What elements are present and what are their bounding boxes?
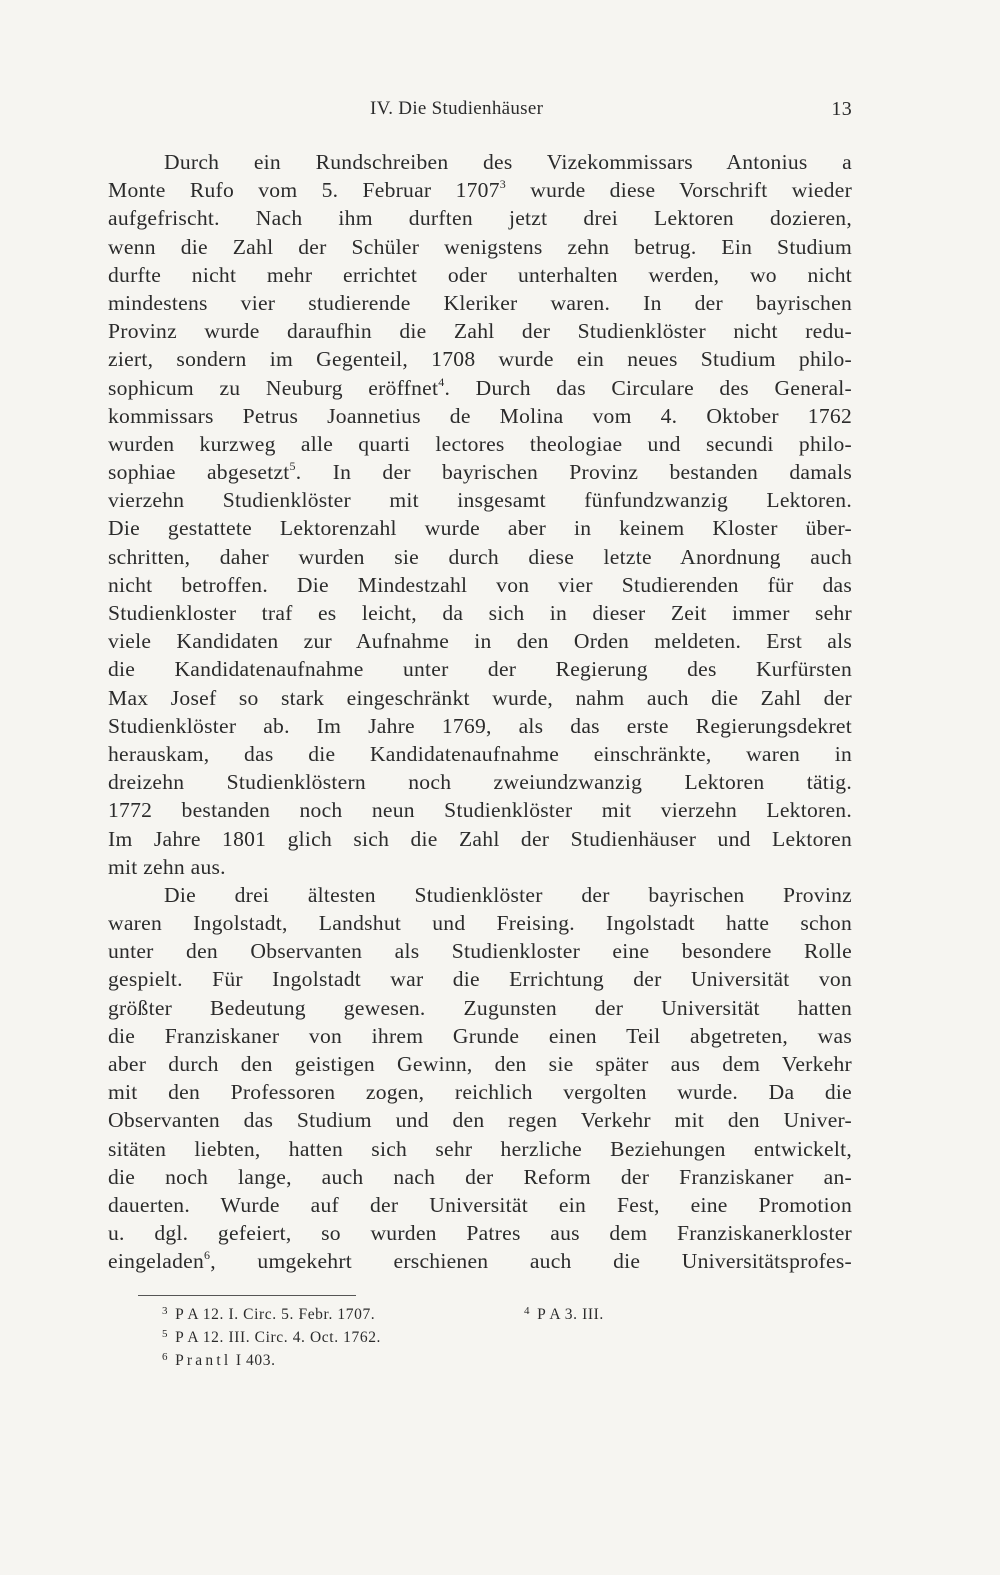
footnote-ref: 4 [438, 374, 445, 389]
footnote-ref: 5 [289, 459, 296, 474]
text-line: aber durch den geistigen Gewinn, den sie später aus dem Verkehr [108, 1052, 852, 1076]
body-text [108, 148, 852, 1276]
text-line: unter den Observanten als Studienkloster eine besondere Rolle [108, 939, 852, 964]
text-line: Max Josef so stark eingeschränkt wurde, nahm auch die Zahl der [108, 685, 852, 710]
text-line: mit zehn aus. [108, 854, 226, 879]
text-line: Die drei ältesten Studienklöster der bayrischen Provinz [164, 882, 852, 907]
text-line: Im Jahre 1801 glich sich die Zahl der Studienhäuser und Lektoren [108, 826, 852, 851]
text-line: die Kandidatenaufnahme unter der Regierung des Kurfürsten [108, 657, 852, 682]
text-line: die noch lange, auch nach der Reform der Franziskaner an- [108, 1164, 852, 1189]
text-line: mindestens vier studierende Kleriker waren. In der bayrischen [108, 290, 852, 315]
footnotes [162, 1300, 762, 1369]
footnote-3: $^3$ P A 12. I. Circ. 5. Febr. 1707. [162, 1305, 376, 1323]
text-line: Die gestattete Lektorenzahl wurde aber in keinem Kloster über- [108, 516, 852, 541]
text-line: waren Ingolstadt, Landshut und Freising. Ingolstadt hatte schon [108, 911, 852, 936]
text-line: größter Bedeutung gewesen. Zugunsten der Universität hatten [108, 995, 852, 1020]
footnote-row [162, 1323, 762, 1346]
text-line: vierzehn Studienklöster mit insgesamt fünfundzwanzig Lektoren. [108, 488, 852, 513]
text-line: schritten, daher wurden sie durch diese letzte Anordnung auch [108, 544, 852, 569]
text-line: viele Kandidaten zur Aufnahme in den Orden meldeten. Erst als [108, 629, 852, 654]
text-line: Provinz wurde daraufhin die Zahl der Studienklöster nicht redu- [108, 319, 852, 344]
text-line: u. dgl. gefeiert, so wurden Patres aus dem Franziskanerkloster [108, 1221, 852, 1246]
footnote-divider [138, 1295, 356, 1296]
text-line: Studienklöster ab. Im Jahre 1769, als das erste Regierungsdekret [108, 713, 852, 738]
text-line: 1772 bestanden noch neun Studienklöster mit vierzehn Lektoren. [108, 798, 852, 823]
footnote-4: $^4$ P A 3. III. [524, 1305, 604, 1323]
text-line: Observanten das Studium und den regen Verkehr mit den Univer- [108, 1108, 852, 1133]
footnote-6: $^6$ Prantl I 403. [162, 1351, 276, 1369]
text-line: dauerten. Wurde auf der Universität ein Fest, eine Promotion [108, 1192, 852, 1217]
footnote-row [162, 1346, 762, 1369]
text-line: Durch ein Rundschreiben des Vizekommissars Antonius a [164, 150, 852, 174]
text-line: die Franziskaner von ihrem Grunde einen Teil abgetreten, was [108, 1023, 852, 1048]
chapter-title: IV. Die Studienhäuser [370, 98, 544, 119]
text-line: kommissars Petrus Joannetius de Molina vom 4. Oktober 1762 [108, 403, 852, 428]
text-line: herauskam, das die Kandidatenaufnahme einschränkte, waren in [108, 741, 852, 766]
text-line: nicht betroffen. Die Mindestzahl von vier Studierenden für das [108, 572, 852, 597]
text-line: wurden kurzweg alle quarti lectores theologiae und secundi philo- [108, 431, 852, 456]
footnote-row [162, 1300, 762, 1323]
text-line: mit den Professoren zogen, reichlich vergolten wurde. Da die [108, 1080, 852, 1105]
text-line: aufgefrischt. Nach ihm durften jetzt drei Lektoren dozieren, [108, 206, 852, 231]
text-line: gespielt. Für Ingolstadt war die Errichtung der Universität von [108, 967, 852, 992]
text-line: Studienkloster traf es leicht, da sich in dieser Zeit immer sehr [108, 601, 852, 625]
text-line: sophicum zu Neuburg eröffnet$^4$. Durch das Circulare des General- [108, 374, 852, 400]
text-line: dreizehn Studienklöstern noch zweiundzwanzig Lektoren tätig. [108, 770, 852, 795]
footnote-ref: 3 [499, 177, 507, 192]
text-line: wenn die Zahl der Schüler wenigstens zehn betrug. Ein Studium [108, 234, 852, 259]
text-line: sophiae abgesetzt$^5$. In der bayrischen Provinz bestanden damals [108, 459, 852, 485]
text-line: eingeladen$^6$, umgekehrt erschienen auch die Universitätsprofes- [108, 1248, 852, 1274]
footnote-5: $^5$ P A 12. III. Circ. 4. Oct. 1762. [162, 1328, 382, 1346]
text-line: ziert, sondern im Gegenteil, 1708 wurde ein neues Studium philo- [108, 347, 852, 372]
text-line: sitäten liebten, hatten sich sehr herzliche Beziehungen entwickelt, [108, 1136, 852, 1161]
footnote-ref: 6 [204, 1248, 211, 1263]
page-number: 13 [831, 98, 852, 120]
running-head [108, 98, 852, 126]
text-line: Monte Rufo vom 5. Februar 1707$^3$ wurde diese Vorschrift wieder [108, 177, 852, 203]
text-line: durfte nicht mehr errichtet oder unterhalten werden, wo nicht [108, 262, 852, 287]
